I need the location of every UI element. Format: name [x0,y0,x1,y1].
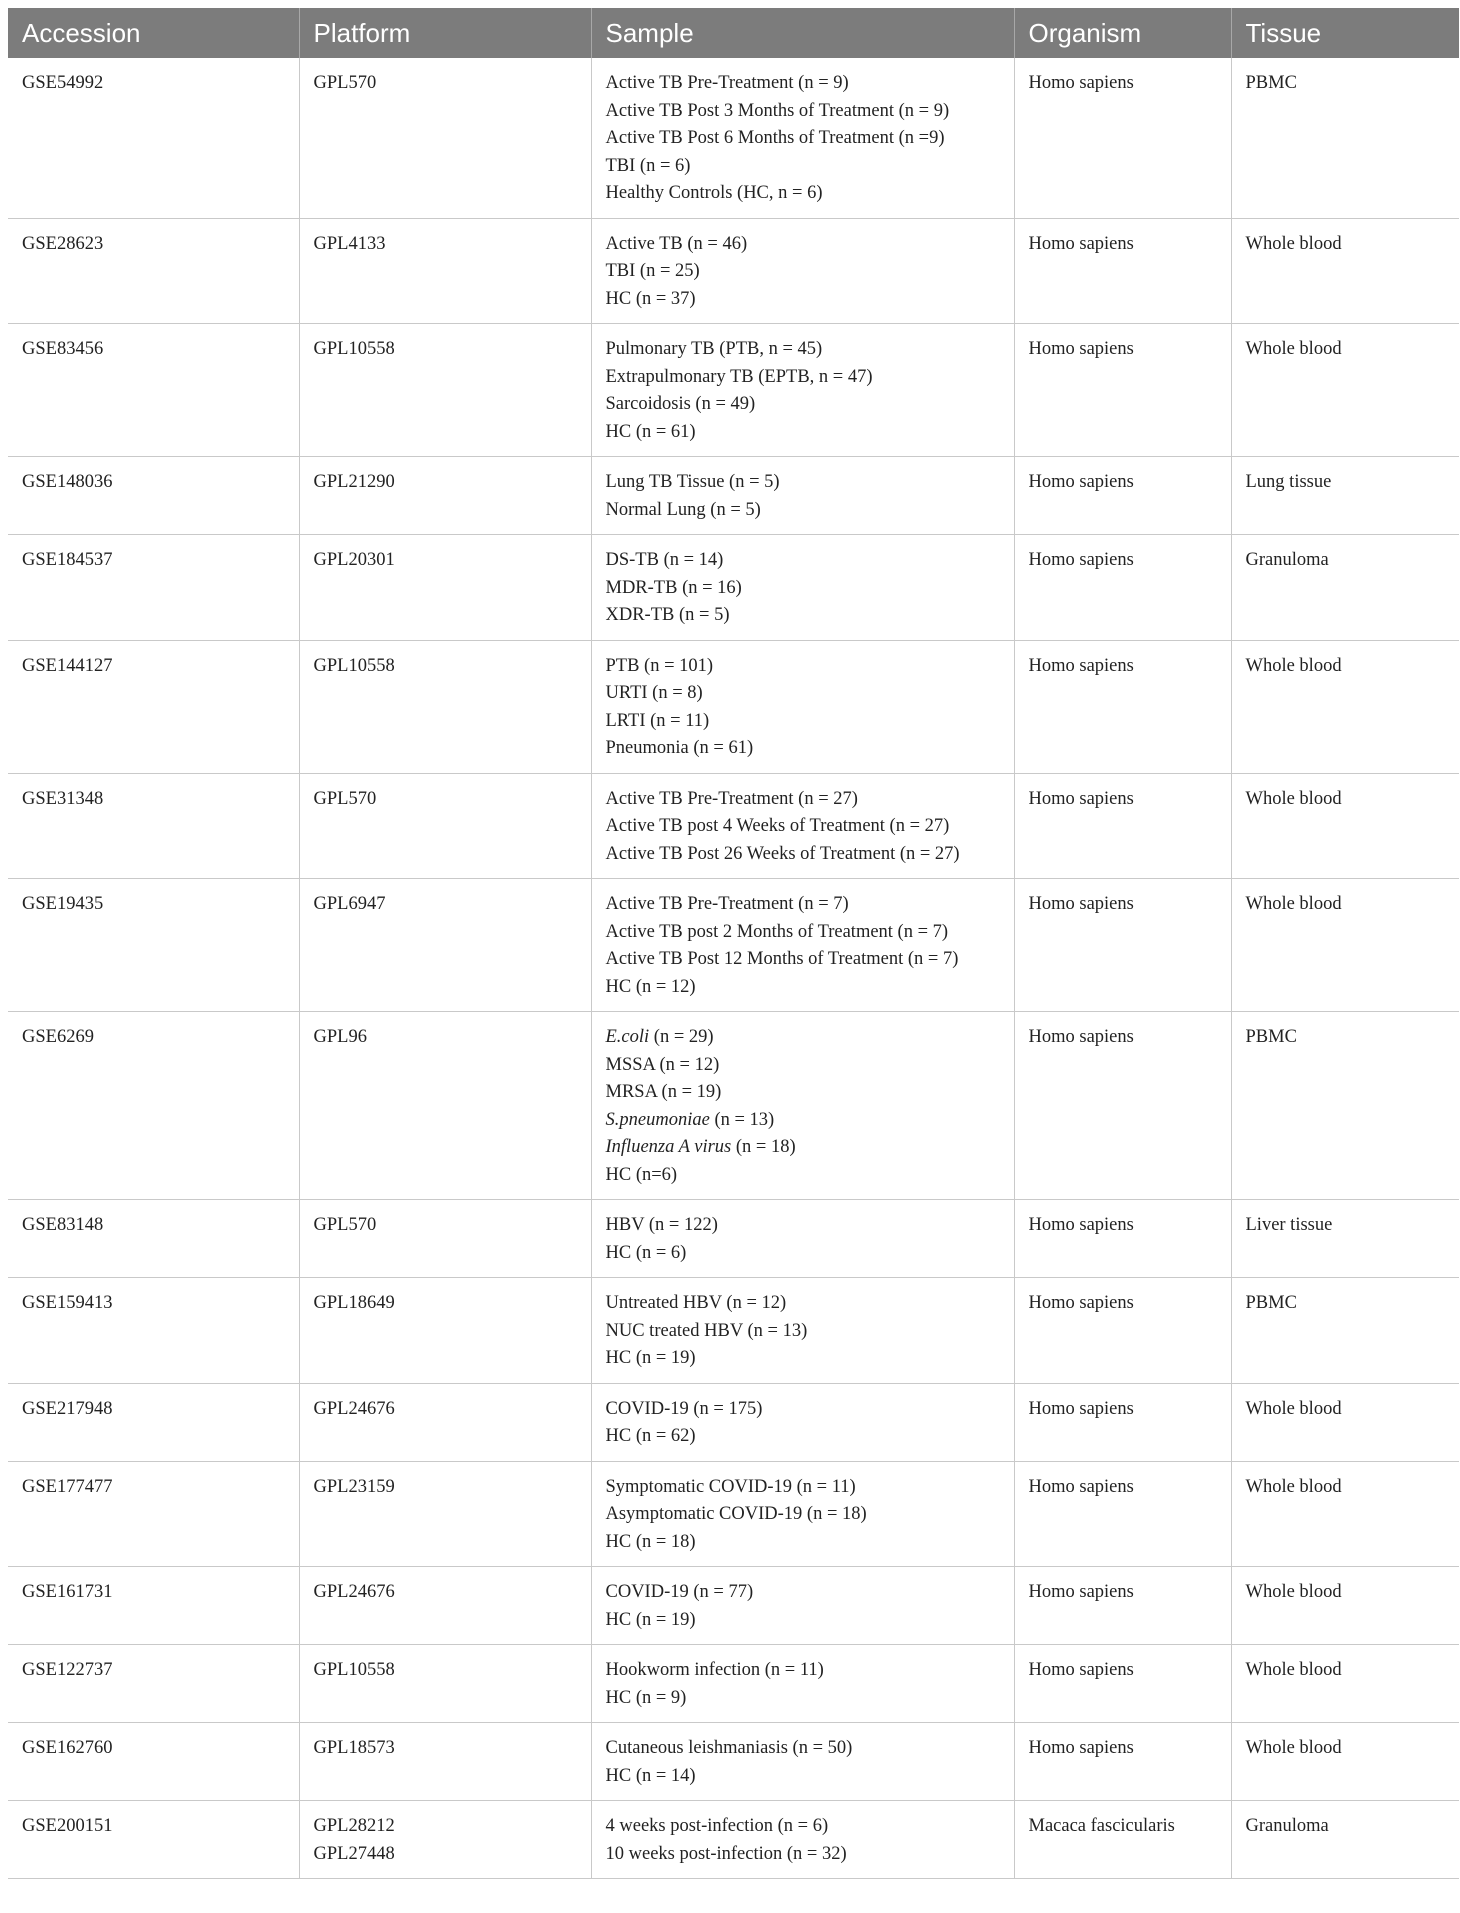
datasets-table [8,8,1459,1879]
accession-cell: GSE200151 [8,1801,299,1879]
cell-line: URTI (n = 8) [605,683,703,703]
cell-line: Asymptomatic COVID-19 (n = 18) [605,1504,867,1524]
cell-line: Active TB Post 26 Weeks of Treatment (n = 27) [605,843,960,864]
cell-line: LRTI (n = 11) [605,710,710,731]
cell-line: GPL18649 [313,1293,395,1313]
header-platform: Platform [299,8,591,58]
cell-line: GPL10558 [313,1660,395,1680]
sample-cell [591,1723,1014,1801]
tissue-cell: PBMC [1231,1012,1459,1200]
cell-line: 4 weeks post-infection (n = 6) [605,1816,829,1836]
platform-cell [299,1012,591,1200]
cell-line: Active TB Post 3 Months of Treatment (n = 9) [605,100,950,121]
platform-cell [299,58,591,218]
sample-cell [591,1645,1014,1723]
sample-count: (n = 18) [731,1137,796,1157]
cell-line: MRSA (n = 19) [605,1082,722,1102]
cell-line: Sarcoidosis (n = 49) [605,394,756,414]
cell-line [606,1134,1000,1162]
organism-cell: Homo sapiens [1014,1645,1231,1723]
header-accession: Accession [8,8,299,58]
cell-line: HC (n = 19) [605,1609,696,1630]
cell-line: Active TB post 2 Months of Treatment (n = 7) [605,921,949,942]
accession-cell: GSE83456 [8,324,299,457]
sample-cell [591,457,1014,535]
sample-cell [591,879,1014,1012]
table-row [8,324,1459,457]
cell-line: Lung TB Tissue (n = 5) [605,472,780,492]
cell-line: Active TB Post 12 Months of Treatment (n = 7) [605,949,959,969]
cell-line: Pneumonia (n = 61) [605,738,754,758]
table-row [8,1012,1459,1200]
organism-name: S.pneumoniae [605,1109,710,1130]
accession-cell: GSE177477 [8,1461,299,1567]
header-organism: Organism [1014,8,1231,58]
organism-cell: Homo sapiens [1014,457,1231,535]
cell-line: MSSA (n = 12) [605,1054,720,1075]
table-row [8,1278,1459,1384]
tissue-cell: Whole blood [1231,773,1459,879]
platform-cell [299,1200,591,1278]
cell-line: GPL27448 [313,1843,395,1864]
table-row [8,457,1459,535]
platform-cell [299,218,591,324]
table-row [8,1645,1459,1723]
cell-line: GPL570 [313,73,377,93]
cell-line: TBI (n = 6) [605,155,691,176]
cell-line: GPL28212 [313,1816,395,1836]
cell-line: GPL6947 [313,894,386,914]
cell-line: HC (n = 14) [605,1765,696,1786]
tissue-cell: Whole blood [1231,1383,1459,1461]
organism-cell: Homo sapiens [1014,640,1231,773]
cell-line: GPL24676 [313,1398,395,1419]
cell-line: HBV (n = 122) [605,1215,718,1235]
cell-line: PTB (n = 101) [605,655,714,676]
cell-line: Hookworm infection (n = 11) [605,1660,824,1680]
platform-cell [299,324,591,457]
accession-cell: GSE217948 [8,1383,299,1461]
cell-line: NUC treated HBV (n = 13) [605,1320,808,1341]
cell-line: GPL96 [313,1027,367,1047]
cell-line: HC (n = 37) [605,288,696,309]
accession-cell: GSE6269 [8,1012,299,1200]
table-row [8,1567,1459,1645]
cell-line [606,1024,1000,1052]
platform-cell [299,1383,591,1461]
sample-cell [591,1567,1014,1645]
tissue-cell: Whole blood [1231,879,1459,1012]
organism-cell: Homo sapiens [1014,218,1231,324]
organism-cell: Homo sapiens [1014,1383,1231,1461]
cell-line: Extrapulmonary TB (EPTB, n = 47) [605,366,873,387]
platform-cell [299,535,591,641]
table-row [8,535,1459,641]
cell-line: GPL20301 [313,550,395,570]
accession-cell: GSE54992 [8,58,299,218]
cell-line: 10 weeks post-infection (n = 32) [605,1843,847,1864]
cell-line: HC (n = 9) [605,1687,687,1708]
platform-cell [299,1723,591,1801]
tissue-cell: Whole blood [1231,324,1459,457]
cell-line: Active TB (n = 46) [605,233,748,254]
table-body [8,58,1459,1879]
cell-line: GPL21290 [313,472,395,492]
tissue-cell: PBMC [1231,1278,1459,1384]
tissue-cell: Whole blood [1231,218,1459,324]
header-sample: Sample [591,8,1014,58]
cell-line: Pulmonary TB (PTB, n = 45) [605,339,823,359]
organism-cell: Homo sapiens [1014,58,1231,218]
cell-line: GPL570 [313,788,377,809]
cell-line: DS-TB (n = 14) [605,550,724,570]
cell-line: Active TB Post 6 Months of Treatment (n =9) [605,128,945,148]
table-row [8,1723,1459,1801]
platform-cell [299,879,591,1012]
organism-cell: Homo sapiens [1014,1567,1231,1645]
cell-line: HC (n = 62) [605,1426,696,1446]
tissue-cell: Granuloma [1231,535,1459,641]
tissue-cell: Whole blood [1231,1567,1459,1645]
sample-count: (n = 29) [649,1027,714,1047]
accession-cell: GSE28623 [8,218,299,324]
accession-cell: GSE83148 [8,1200,299,1278]
organism-cell: Homo sapiens [1014,773,1231,879]
tissue-cell: Granuloma [1231,1801,1459,1879]
cell-line: HC (n=6) [605,1164,678,1185]
table-row [8,58,1459,218]
cell-line: Cutaneous leishmaniasis (n = 50) [605,1738,853,1758]
accession-cell: GSE148036 [8,457,299,535]
table-row [8,218,1459,324]
accession-cell: GSE161731 [8,1567,299,1645]
cell-line: TBI (n = 25) [605,261,700,281]
platform-cell [299,1278,591,1384]
table-row [8,1461,1459,1567]
organism-cell: Macaca fascicularis [1014,1801,1231,1879]
accession-cell: GSE162760 [8,1723,299,1801]
accession-cell: GSE19435 [8,879,299,1012]
table-row [8,879,1459,1012]
accession-cell: GSE144127 [8,640,299,773]
cell-line: Healthy Controls (HC, n = 6) [605,183,823,203]
organism-cell: Homo sapiens [1014,1461,1231,1567]
cell-line: XDR-TB (n = 5) [605,605,730,625]
tissue-cell: Whole blood [1231,1461,1459,1567]
accession-cell: GSE159413 [8,1278,299,1384]
platform-cell [299,773,591,879]
table-row [8,1801,1459,1879]
table-row [8,773,1459,879]
organism-cell: Homo sapiens [1014,1723,1231,1801]
platform-cell [299,1801,591,1879]
organism-cell: Homo sapiens [1014,324,1231,457]
sample-count: (n = 13) [709,1109,775,1130]
header-row [8,8,1459,58]
organism-cell: Homo sapiens [1014,879,1231,1012]
cell-line: Active TB Pre-Treatment (n = 27) [605,788,858,809]
sample-cell [591,640,1014,773]
sample-cell [591,1200,1014,1278]
cell-line [606,1107,1000,1135]
cell-line: Untreated HBV (n = 12) [605,1293,787,1313]
table-row [8,1200,1459,1278]
table-row [8,1383,1459,1461]
cell-line: GPL10558 [313,655,395,676]
cell-line: HC (n = 18) [605,1531,696,1552]
cell-line: GPL24676 [313,1582,395,1602]
cell-line: COVID-19 (n = 175) [605,1398,763,1419]
cell-line: GPL18573 [313,1738,395,1758]
accession-cell: GSE122737 [8,1645,299,1723]
sample-cell [591,1012,1014,1200]
cell-line: GPL4133 [313,233,386,254]
tissue-cell: Whole blood [1231,1723,1459,1801]
sample-cell [591,218,1014,324]
sample-cell [591,535,1014,641]
sample-cell [591,1461,1014,1567]
platform-cell [299,640,591,773]
organism-cell: Homo sapiens [1014,1012,1231,1200]
cell-line: Symptomatic COVID-19 (n = 11) [605,1476,856,1497]
cell-line: Active TB Pre-Treatment (n = 9) [605,73,849,93]
cell-line: Active TB post 4 Weeks of Treatment (n = 27) [605,816,950,836]
tissue-cell: PBMC [1231,58,1459,218]
tissue-cell: Whole blood [1231,640,1459,773]
tissue-cell: Whole blood [1231,1645,1459,1723]
sample-cell [591,1801,1014,1879]
organism-name: E.coli [605,1027,650,1047]
cell-line: GPL10558 [313,339,395,359]
cell-line: HC (n = 6) [605,1242,687,1263]
accession-cell: GSE184537 [8,535,299,641]
sample-cell [591,324,1014,457]
organism-cell: Homo sapiens [1014,1278,1231,1384]
platform-cell [299,457,591,535]
cell-line: GPL23159 [313,1476,395,1497]
sample-cell [591,773,1014,879]
cell-line: GPL570 [313,1215,377,1235]
sample-cell [591,1383,1014,1461]
platform-cell [299,1567,591,1645]
platform-cell [299,1461,591,1567]
cell-line: Normal Lung (n = 5) [605,499,761,520]
organism-cell: Homo sapiens [1014,535,1231,641]
organism-cell: Homo sapiens [1014,1200,1231,1278]
tissue-cell: Liver tissue [1231,1200,1459,1278]
cell-line: HC (n = 12) [605,976,696,997]
cell-line: HC (n = 19) [605,1348,696,1368]
sample-cell [591,1278,1014,1384]
cell-line: COVID-19 (n = 77) [605,1582,754,1602]
cell-line: Active TB Pre-Treatment (n = 7) [605,894,849,914]
organism-name: Influenza A virus [605,1137,732,1157]
accession-cell: GSE31348 [8,773,299,879]
tissue-cell: Lung tissue [1231,457,1459,535]
sample-cell [591,58,1014,218]
cell-line: HC (n = 61) [605,421,696,442]
header-tissue: Tissue [1231,8,1459,58]
table-row [8,640,1459,773]
cell-line: MDR-TB (n = 16) [605,577,742,598]
platform-cell [299,1645,591,1723]
